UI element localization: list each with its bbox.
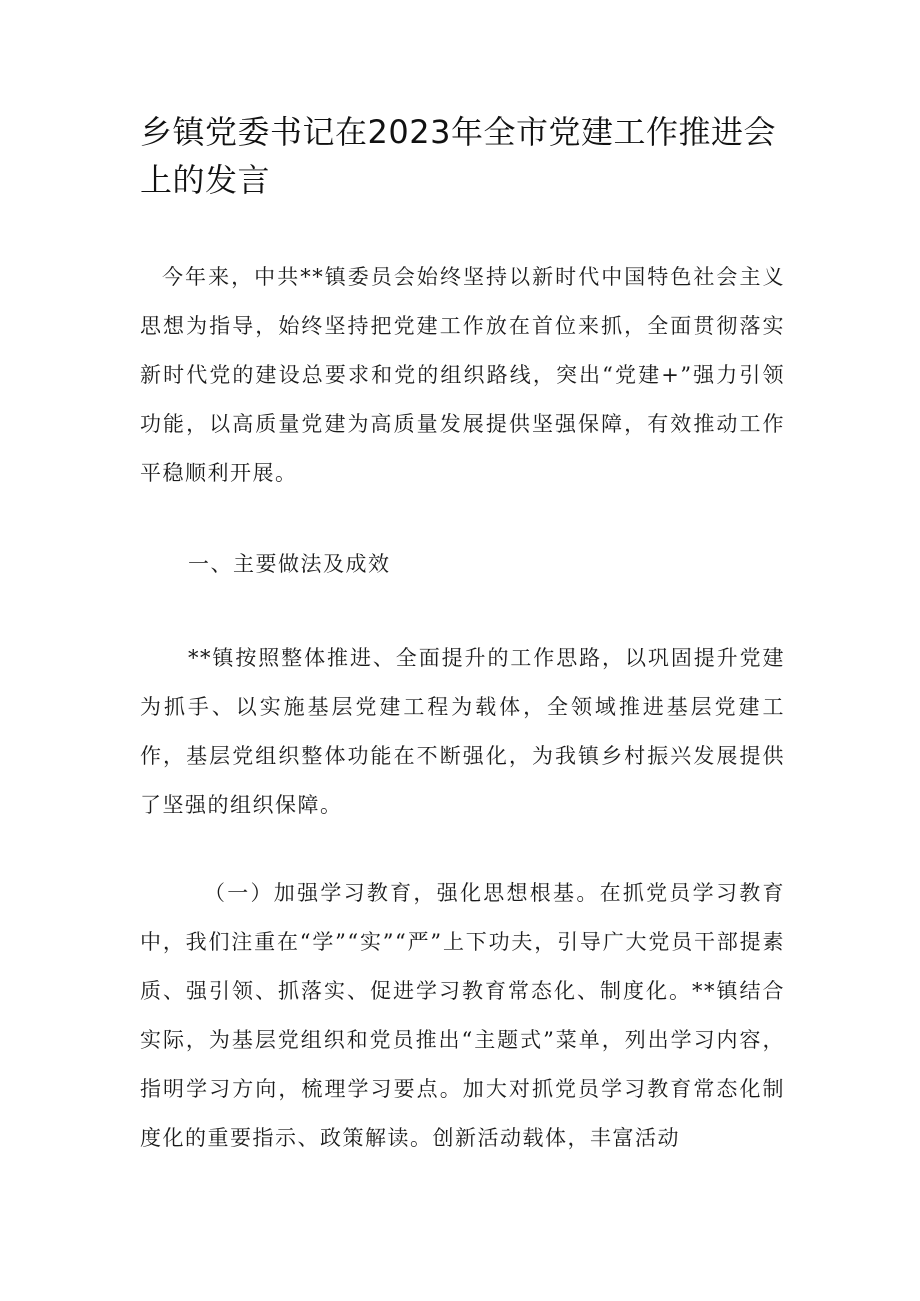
paragraph-section-intro: **镇按照整体推进、全面提升的工作思路，以巩固提升党建为抓手、以实施基层党建工程为载体，全领域推进基层党建工作，基层党组织整体功能在不断强化，为我镇乡村振兴发展提供了坚强的组织保障。 bbox=[140, 646, 785, 817]
paragraph-intro: 今年来，中共**镇委员会始终坚持以新时代中国特色社会主义思想为指导，始终坚持把党建工作放在首位来抓，全面贯彻落实新时代党的建设总要求和党的组织路线，突出“党建+”强力引领功能，以高质量党建为高质量发展提供坚强保障，有效推动工作平稳顺利开展。 bbox=[140, 265, 785, 485]
section-heading: 一、主要做法及成效 bbox=[188, 552, 391, 576]
paragraph-subsection-one: （一）加强学习教育，强化思想根基。在抓党员学习教育中，我们注重在“学”“实”“严”上下功夫，引导广大党员干部提素质、强引领、抓落实、促进学习教育常态化、制度化。**镇结合实际，为基层党组织和党员推出“主题式”菜单，列出学习内容，指明学习方向，梳理学习要点。加大对抓党员学习教育常态化制度化的重要指示、政策解读。创新活动载体，丰富活动 bbox=[140, 881, 785, 1150]
document-title: 乡镇党委书记在2023年全市党建工作推进会上的发言 bbox=[140, 113, 776, 199]
